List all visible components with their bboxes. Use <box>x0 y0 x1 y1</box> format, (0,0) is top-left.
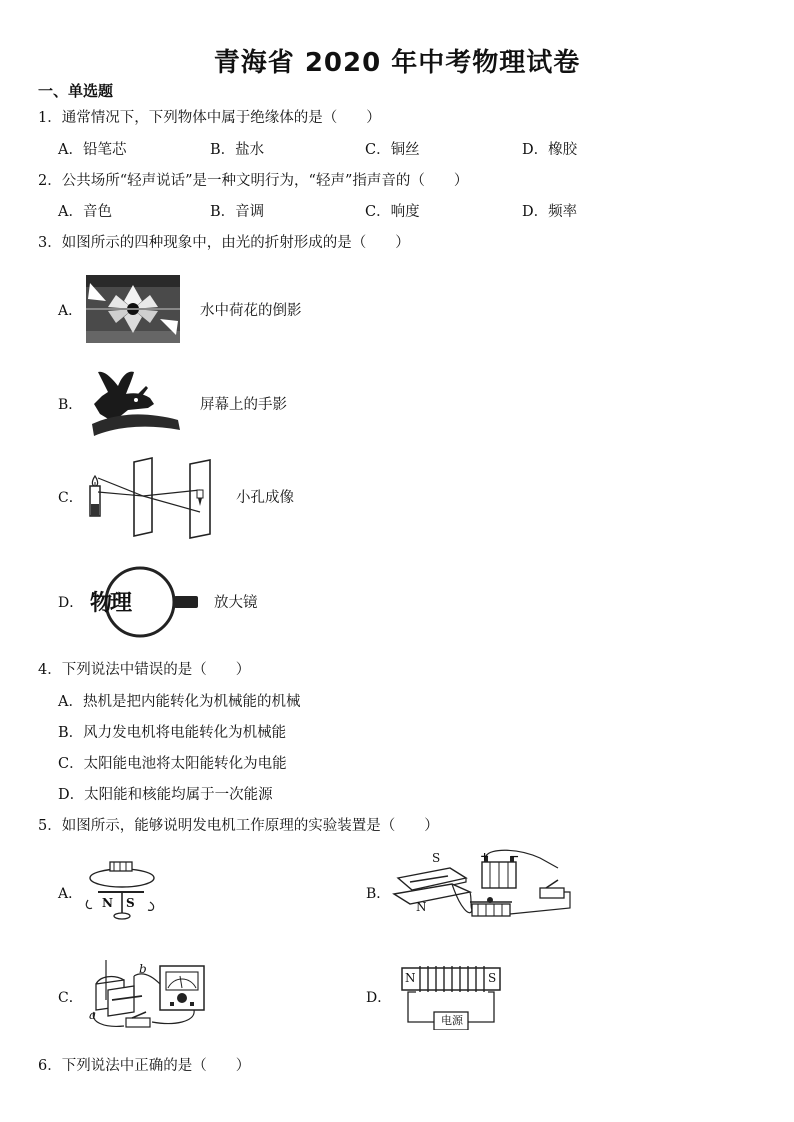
question-2-option-a: A．音色 <box>58 204 112 220</box>
question-3-option-b-caption: 屏幕上的手影 <box>200 397 287 413</box>
fig-d-s-label: S <box>488 971 497 985</box>
fig-b-plus-label: + <box>480 850 490 863</box>
fig-d-n-label: N <box>405 971 416 985</box>
section-heading: 一、单选题 <box>38 82 114 100</box>
question-1-option-c: C．铜丝 <box>365 142 420 158</box>
pinhole-imaging-diagram <box>86 456 226 540</box>
fig-d-power-label: 电源 <box>441 1014 463 1027</box>
question-4-option-c: C．太阳能电池将太阳能转化为电能 <box>58 756 287 772</box>
question-5-option-b-label: B． <box>366 886 391 902</box>
fig-b-s-label: S <box>432 851 441 865</box>
fig-a-s-label: S <box>126 896 135 910</box>
question-5-stem: 5．如图所示，能够说明发电机工作原理的实验装置是（ ） <box>38 818 439 834</box>
fig-a-n-label: N <box>102 896 113 910</box>
question-4-stem: 4．下列说法中错误的是（ ） <box>38 662 251 678</box>
question-3-option-d-label: D． <box>58 595 84 611</box>
question-5-option-d-label: D． <box>366 990 392 1006</box>
fig-c-b-label: b <box>139 962 147 976</box>
question-2-option-d: D．频率 <box>522 204 578 220</box>
question-3-option-a-caption: 水中荷花的倒影 <box>200 303 302 319</box>
magnifier-text: 物理 <box>90 590 131 616</box>
hand-shadow-rabbit-image <box>88 364 182 436</box>
question-4-option-b: B．风力发电机将电能转化为机械能 <box>58 725 287 741</box>
question-4-option-d: D．太阳能和核能均属于一次能源 <box>58 787 273 803</box>
fig-b-minus-label: − <box>510 850 520 863</box>
electromagnetic-induction-diagram <box>84 956 210 1032</box>
question-3-option-d-caption: 放大镜 <box>214 595 258 611</box>
question-3-stem: 3．如图所示的四种现象中，由光的折射形成的是（ ） <box>38 235 410 251</box>
question-3-option-a-label: A． <box>58 303 83 319</box>
question-5-option-a-label: A． <box>58 886 83 902</box>
question-1-stem: 1．通常情况下，下列物体中属于绝缘体的是（ ） <box>38 110 381 126</box>
question-3-option-b-label: B． <box>58 397 83 413</box>
question-3-option-c-label: C． <box>58 490 83 506</box>
question-2-stem: 2．公共场所“轻声说话”是一种文明行为，“轻声”指声音的（ ） <box>38 173 469 189</box>
question-2-option-c: C．响度 <box>365 204 420 220</box>
lotus-reflection-image <box>86 275 180 343</box>
question-1-option-a: A．铅笔芯 <box>58 142 127 158</box>
question-6-stem: 6．下列说法中正确的是（ ） <box>38 1058 251 1074</box>
question-3-option-c-caption: 小孔成像 <box>236 490 294 506</box>
question-1-option-d: D．橡胶 <box>522 142 578 158</box>
fig-b-n-label: N <box>416 900 427 914</box>
question-1-option-b: B．盐水 <box>210 142 265 158</box>
oersted-experiment-diagram <box>84 856 160 924</box>
question-4-option-a: A．热机是把内能转化为机械能的机械 <box>58 694 301 710</box>
exam-title: 青海省 2020 年中考物理试卷 <box>213 48 581 78</box>
question-5-option-c-label: C． <box>58 990 83 1006</box>
fig-c-a-label: a <box>89 1008 97 1022</box>
question-2-option-b: B．音调 <box>210 204 265 220</box>
